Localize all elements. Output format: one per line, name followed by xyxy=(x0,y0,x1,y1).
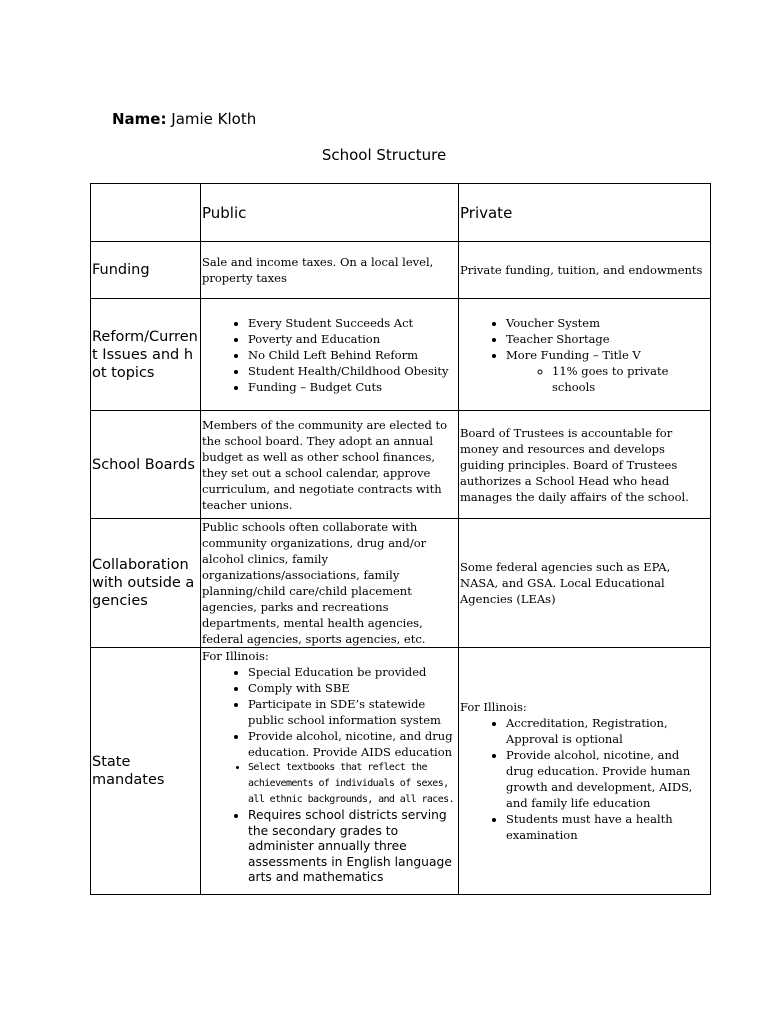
list-item: • No Child Left Behind Reform xyxy=(248,347,458,363)
row-collaboration xyxy=(91,519,711,648)
collab-public: Public schools often collaborate with community organizations, drug and/or alcohol clinics, family organizations/associations, family planning/child care/child placement agencies, parks and recreations departments, mental health agencies, federal agencies, sports agencies, etc. xyxy=(201,519,459,648)
list-item: • Comply with SBE xyxy=(248,680,458,696)
reform-public-list xyxy=(202,315,458,395)
list-item: • Poverty and Education xyxy=(248,331,458,347)
boards-private: Board of Trustees is accountable for money and resources and develops guiding principles. Board of Trustees authorizes a School Head who head manages the daily affairs of the school. xyxy=(459,411,711,519)
mandates-public xyxy=(201,648,459,895)
row-label-school-boards: School Boards xyxy=(91,411,201,519)
row-funding xyxy=(91,242,711,299)
column-header-public: Public xyxy=(201,184,459,242)
list-item: • Student Health/Childhood Obesity xyxy=(248,363,458,379)
list-item: • Students must have a health examination xyxy=(506,811,710,843)
funding-private: Private funding, tuition, and endowments xyxy=(459,242,711,299)
header-row xyxy=(91,184,711,242)
list-item: • Every Student Succeeds Act xyxy=(248,315,458,331)
mandates-public-list xyxy=(202,664,458,886)
page-title: School Structure xyxy=(321,146,447,164)
list-item: • Funding – Budget Cuts xyxy=(248,379,458,395)
row-reform xyxy=(91,299,711,411)
reform-public xyxy=(201,299,459,411)
mandates-private xyxy=(459,648,711,895)
row-school-boards xyxy=(91,411,711,519)
collab-private: Some federal agencies such as EPA, NASA, and GSA. Local Educational Agencies (LEAs) xyxy=(459,519,711,648)
row-label-state-mandates: State mandates xyxy=(91,648,201,895)
list-item: • Special Education be provided xyxy=(248,664,458,680)
mandates-private-intro: For Illinois: xyxy=(460,700,527,714)
list-item xyxy=(506,347,710,395)
boards-public: Members of the community are elected to the school board. They adopt an annual budget as well as other school finances, they set out a school calendar, approve curriculum, and negotiate contracts with teacher unions. xyxy=(201,411,459,519)
list-item: • Voucher System xyxy=(506,315,710,331)
row-label-collaboration: Collaboration with outside agencies xyxy=(91,519,201,648)
reform-private xyxy=(459,299,711,411)
name-label: Name: xyxy=(112,110,167,128)
list-item: • Provide alcohol, nicotine, and drug education. Provide human growth and development, AIDS, and family life education xyxy=(506,747,710,811)
list-item: • Provide alcohol, nicotine, and drug education. Provide AIDS education xyxy=(248,728,458,760)
list-item: • Teacher Shortage xyxy=(506,331,710,347)
row-label-reform: Reform/Current Issues and hot topics xyxy=(91,299,201,411)
reform-private-list xyxy=(460,315,710,395)
list-item: • Participate in SDE’s statewide public school information system xyxy=(248,696,458,728)
mandates-public-intro: For Illinois: xyxy=(202,649,269,663)
mandates-private-list xyxy=(460,715,710,843)
name-line xyxy=(112,110,256,128)
reform-private-sublist xyxy=(506,363,710,395)
name-value: Jamie Kloth xyxy=(171,110,257,128)
row-label-funding: Funding xyxy=(91,242,201,299)
list-item: • Select textbooks that reflect the achievements of individuals of sexes, all ethnic backgrounds, and all races. xyxy=(248,760,458,808)
header-empty-cell xyxy=(91,184,201,242)
column-header-private: Private xyxy=(459,184,711,242)
list-item: • Requires school districts serving the secondary grades to administer annually three assessments in English language arts and mathematics xyxy=(248,808,458,886)
funding-public: Sale and income taxes. On a local level, property taxes xyxy=(201,242,459,299)
list-item-text: More Funding – Title V xyxy=(506,347,641,362)
list-item: • Accreditation, Registration, Approval is optional xyxy=(506,715,710,747)
sub-list-item: ◦ 11% goes to private schools xyxy=(552,363,710,395)
row-state-mandates xyxy=(91,648,711,895)
school-structure-table xyxy=(90,183,711,895)
